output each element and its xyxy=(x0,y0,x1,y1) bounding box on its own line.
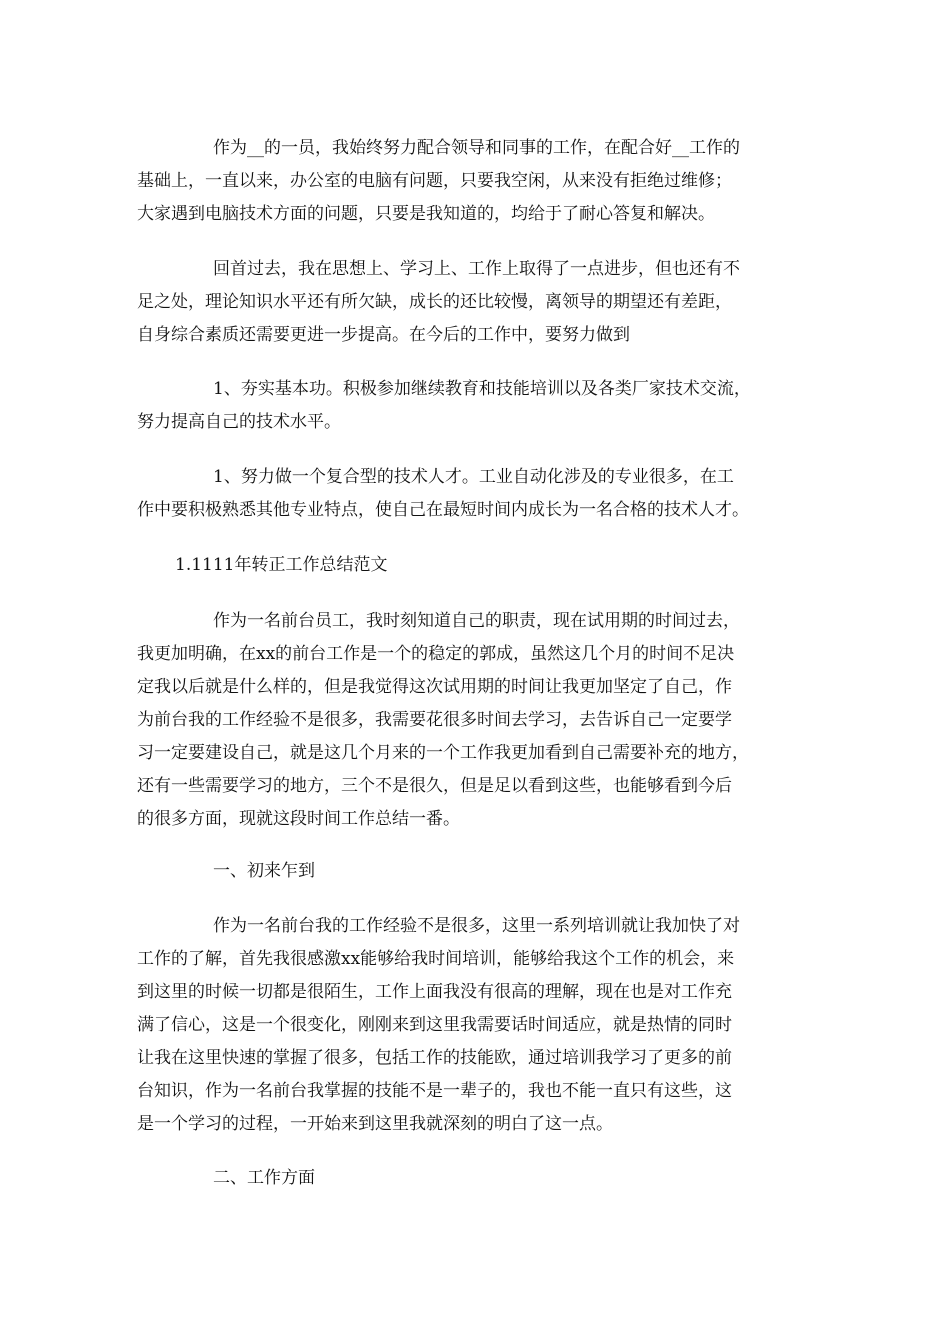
paragraph-5 xyxy=(137,605,817,836)
paragraph-line: 1、努力做一个复合型的技术人才。工业自动化涉及的专业很多，在工 xyxy=(213,467,734,487)
paragraph-line: 作为__的一员，我始终努力配合领导和同事的工作，在配合好__工作的 xyxy=(213,138,740,158)
paragraph-line: 满了信心，这是一个很变化，刚刚来到这里我需要话时间适应，就是热情的同时 xyxy=(137,1015,732,1035)
paragraph-line: 足之处，理论知识水平还有所欠缺，成长的还比较慢，离领导的期望还有差距， xyxy=(137,292,732,312)
paragraph-1 xyxy=(137,132,817,231)
paragraph-line: 是一个学习的过程，一开始来到这里我就深刻的明白了这一点。 xyxy=(137,1114,613,1134)
paragraph-line: 台知识，作为一名前台我掌握的技能不是一辈子的，我也不能一直只有这些，这 xyxy=(137,1081,732,1101)
paragraph-line: 的很多方面，现就这段时间工作总结一番。 xyxy=(137,809,460,829)
paragraph-line: 到这里的时候一切都是很陌生，工作上面我没有很高的理解，现在也是对工作充 xyxy=(137,982,732,1002)
paragraph-line: 为前台我的工作经验不是很多，我需要花很多时间去学习，去告诉自己一定要学 xyxy=(137,710,732,730)
heading-2: 二、工作方面 xyxy=(213,1168,315,1188)
paragraph-line: 1、夯实基本功。积极参加继续教育和技能培训以及各类厂家技术交流， xyxy=(213,379,751,399)
paragraph-line: 习一定要建设自己，就是这几个月来的一个工作我更加看到自己需要补充的地方， xyxy=(137,743,749,763)
paragraph-line: 回首过去，我在思想上、学习上、工作上取得了一点进步，但也还有不 xyxy=(213,259,740,279)
paragraph-4 xyxy=(137,461,817,527)
paragraph-line: 自身综合素质还需要更进一步提高。在今后的工作中，要努力做到 xyxy=(137,325,630,345)
paragraph-line: 还有一些需要学习的地方，三个不是很久，但是足以看到这些，也能够看到今后 xyxy=(137,776,732,796)
paragraph-line: 大家遇到电脑技术方面的问题，只要是我知道的，均给于了耐心答复和解决。 xyxy=(137,204,715,224)
paragraph-line: 努力提高自己的技术水平。 xyxy=(137,412,341,432)
paragraph-line: 作中要积极熟悉其他专业特点，使自己在最短时间内成长为一名合格的技术人才。 xyxy=(137,500,749,520)
paragraph-line: 作为一名前台我的工作经验不是很多，这里一系列培训就让我加快了对 xyxy=(213,916,740,936)
section-title: 1.1111年转正工作总结范文 xyxy=(175,555,388,575)
paragraph-line: 作为一名前台员工，我时刻知道自己的职责，现在试用期的时间过去， xyxy=(213,611,740,631)
paragraph-line: 我更加明确，在xx的前台工作是一个的稳定的郭成，虽然这几个月的时间不足决 xyxy=(137,644,735,664)
paragraph-2 xyxy=(137,253,817,352)
paragraph-line: 工作的了解，首先我很感激xx能够给我时间培训，能够给我这个工作的机会，来 xyxy=(137,949,735,969)
paragraph-line: 基础上，一直以来，办公室的电脑有问题，只要我空闲，从来没有拒绝过维修； xyxy=(137,171,732,191)
paragraph-6 xyxy=(137,910,817,1141)
heading-1: 一、初来乍到 xyxy=(213,861,315,881)
paragraph-line: 让我在这里快速的掌握了很多，包括工作的技能欧，通过培训我学习了更多的前 xyxy=(137,1048,732,1068)
paragraph-3 xyxy=(137,373,817,439)
paragraph-line: 定我以后就是什么样的，但是我觉得这次试用期的时间让我更加坚定了自己，作 xyxy=(137,677,732,697)
